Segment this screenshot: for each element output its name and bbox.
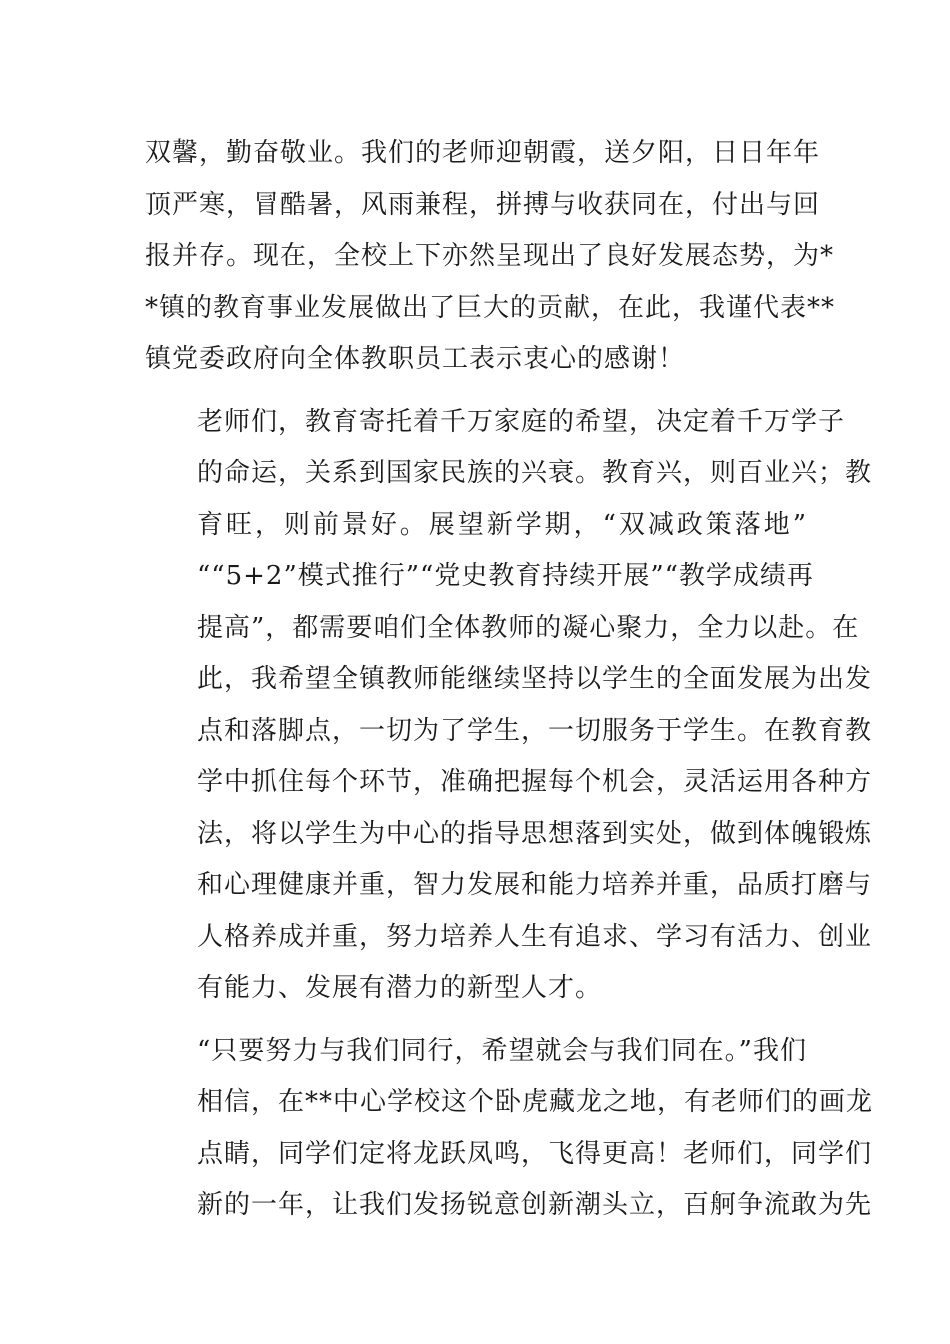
text-line: 相信，在**中心学校这个卧虎藏龙之地，有老师们的画龙 xyxy=(197,1087,874,1117)
text-line: *镇的教育事业发展做出了巨大的贡献，在此，我谨代表** xyxy=(145,292,836,323)
text-line: 镇党委政府向全体教职员工表示衷心的感谢！ xyxy=(145,344,686,374)
text-line: 点睛，同学们定将龙跃凤鸣，飞得更高！老师们，同学们 xyxy=(197,1138,873,1169)
text-line: 法，将以学生为中心的指导思想落到实处，做到体魄锻炼 xyxy=(197,818,873,849)
document-body xyxy=(145,128,874,1243)
text-line: 报并存。现在，全校上下亦然呈现出了良好发展态势，为* xyxy=(145,241,835,271)
text-line: 顶严寒，冒酷暑，风雨兼程，拼搏与收获同在，付出与回 xyxy=(145,189,821,220)
text-line: 育旺，则前景好。展望新学期，“双减政策落地” xyxy=(197,509,807,540)
text-line: 老师们，教育寄托着千万家庭的希望，决定着千万学子 xyxy=(197,406,846,437)
text-line: 的命运，关系到国家民族的兴衰。教育兴，则百业兴；教 xyxy=(197,458,873,488)
text-line: 和心理健康并重，智力发展和能力培养并重，品质打磨与 xyxy=(197,870,873,900)
paragraph-1 xyxy=(145,128,836,386)
paragraph-2 xyxy=(145,397,873,1015)
text-line: 此，我希望全镇教师能继续坚持以学生的全面发展为出发 xyxy=(197,664,873,694)
text-line: 人格养成并重，努力培养人生有追求、学习有活力、创业 xyxy=(197,921,873,952)
text-line: 双馨，勤奋敬业。我们的老师迎朝霞，送夕阳，日日年年 xyxy=(145,138,821,168)
text-line: “只要努力与我们同行，希望就会与我们同在。”我们 xyxy=(197,1035,807,1066)
text-line: 新的一年，让我们发扬锐意创新潮头立，百舸争流敢为先 xyxy=(197,1190,873,1220)
text-line: 有能力、发展有潜力的新型人才。 xyxy=(197,973,603,1003)
paragraph-3 xyxy=(145,1026,874,1232)
text-line: ““5+2”模式推行”“党史教育持续开展”“教学成绩再 xyxy=(197,561,814,591)
text-line: 学中抓住每个环节，准确把握每个机会，灵活运用各种方 xyxy=(197,767,873,797)
text-line: 提高”，都需要咱们全体教师的凝心聚力，全力以赴。在 xyxy=(197,612,860,643)
text-line: 点和落脚点，一切为了学生，一切服务于学生。在教育教 xyxy=(197,715,873,746)
